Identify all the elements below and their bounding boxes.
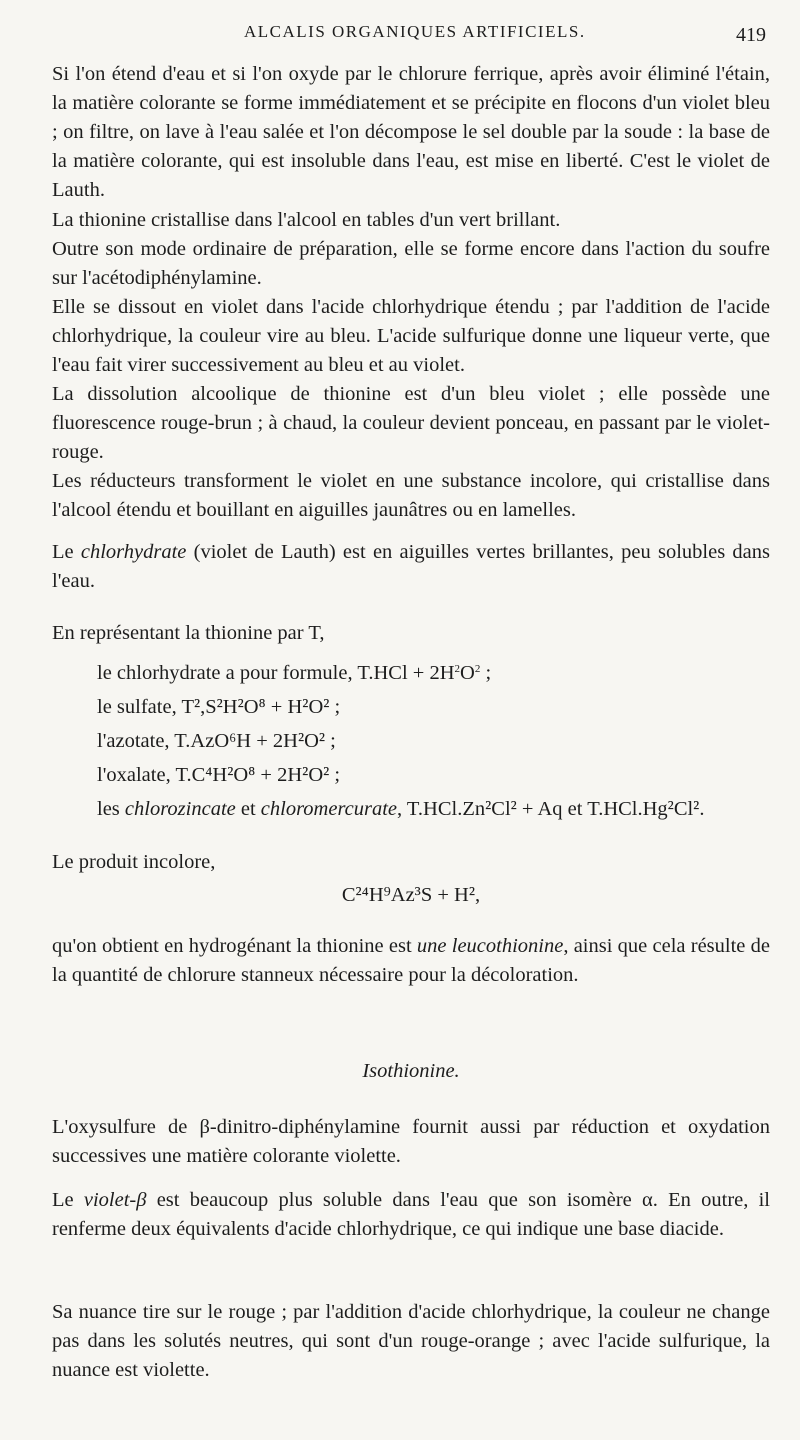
product-intro: Le produit incolore,: [52, 851, 216, 873]
paragraph-7-start: Le: [52, 541, 81, 563]
paragraph-6: Les réducteurs transforment le violet en une substance incolore, qui cristallise dans l'alcool étendu et bouillant en aiguilles jaunâtres ou en lamelles.: [52, 470, 770, 521]
paragraph-1: Si l'on étend d'eau et si l'on oxyde par le chlorure ferrique, après avoir éliminé l'étain, la matière colorante se forme immédiatement et se précipite en flocons d'un violet bleu ; on filtre, on lave à l'eau salée et l'on décompose le sel double par la soude : la base de la matière colorante, qui est insoluble dans l'eau, est mise en liberté. C'est le violet de Lauth.: [52, 63, 770, 201]
paragraph-4: Elle se dissout en violet dans l'acide chlorhydrique étendu ; par l'addition de l'acide chlorhydrique, la couleur vire au bleu. L'acide sulfurique donne une liqueur verte, que l'eau fait virer successivement au bleu et au violet.: [52, 296, 770, 376]
chloromercurate-term: chloromercurate: [260, 798, 398, 820]
leucothionine-formula: C²⁴H⁹Az³S + H²,: [341, 884, 481, 906]
formula-sup-2: 2: [474, 663, 481, 675]
isothionine-paragraph-2: [52, 1186, 770, 1244]
formula-sulfate: le sulfate, T²,S²H²O⁸ + H²O² ;: [97, 696, 341, 718]
section-title: Isothionine.: [362, 1060, 460, 1082]
isothionine-paragraph-3: Sa nuance tire sur le rouge ; par l'addition d'acide chlorhydrique, la couleur ne change pas dans les solutés neutres, qui sont d'un rouge-orange ; avec l'acide sulfurique, la nuance est violette.: [52, 1301, 770, 1381]
formula-5-mid: et: [235, 798, 261, 820]
leucothionine-paragraph: [52, 932, 770, 990]
paragraph-7-end: (violet de Lauth) est en aiguilles vertes brillantes, peu solubles dans l'eau.: [52, 541, 770, 592]
chlorozincate-term: chlorozincate: [124, 798, 236, 820]
formula-sup: 2: [454, 663, 460, 675]
violet-beta-term: violet-β: [83, 1189, 147, 1211]
formula-o: O: [460, 662, 475, 684]
iso-p2-start: Le: [52, 1189, 84, 1211]
paragraph-3: Outre son mode ordinaire de préparation, elle se forme encore dans l'action du soufre sur l'acétodiphénylamine.: [52, 238, 770, 289]
formula-5-end: , T.HCl.Zn²Cl² + Aq et T.HCl.Hg²Cl².: [397, 798, 705, 820]
paragraph-8: En représentant la thionine par T,: [52, 622, 325, 644]
formula-azotate: l'azotate, T.AzO⁶H + 2H²O² ;: [97, 730, 336, 752]
leucothionine-term: une leucothionine: [416, 935, 564, 957]
formula-oxalate: l'oxalate, T.C⁴H²O⁸ + 2H²O² ;: [97, 764, 341, 786]
isothionine-paragraph-1: L'oxysulfure de β-dinitro-diphénylamine fournit aussi par réduction et oxydation successives une matière colorante violette.: [52, 1116, 770, 1167]
leuco-text-start: qu'on obtient en hydrogénant la thionine est: [52, 935, 417, 957]
formula-5-start: les: [97, 798, 125, 820]
formula-chlorhydrate-label: le chlorhydrate a pour formule, T.HCl + 2H: [97, 662, 455, 684]
iso-p2-end: est beaucoup plus soluble dans l'eau que son isomère α. En outre, il renferme deux équivalents d'acide chlorhydrique, ce qui indique une base diacide.: [52, 1189, 770, 1240]
running-title: ALCALIS ORGANIQUES ARTIFICIELS.: [244, 22, 586, 41]
paragraph-7: [52, 538, 770, 596]
formula-end: ;: [480, 662, 492, 684]
paragraph-5: La dissolution alcoolique de thionine est d'un bleu violet ; elle possède une fluorescence rouge-brun ; à chaud, la couleur devient ponceau, en passant par le violet-rouge.: [52, 383, 770, 463]
chlorhydrate-term: chlorhydrate: [80, 541, 187, 563]
formula-chlorozincate: [97, 792, 777, 826]
formula-chlorhydrate: [97, 656, 777, 690]
leuco-text-end: , ainsi que cela résulte de la quantité de chlorure stanneux nécessaire pour la décoloration.: [52, 935, 770, 986]
page-number: 419: [736, 24, 766, 46]
page-header: [0, 18, 800, 48]
paragraph-2: La thionine cristallise dans l'alcool en tables d'un vert brillant.: [52, 209, 561, 231]
